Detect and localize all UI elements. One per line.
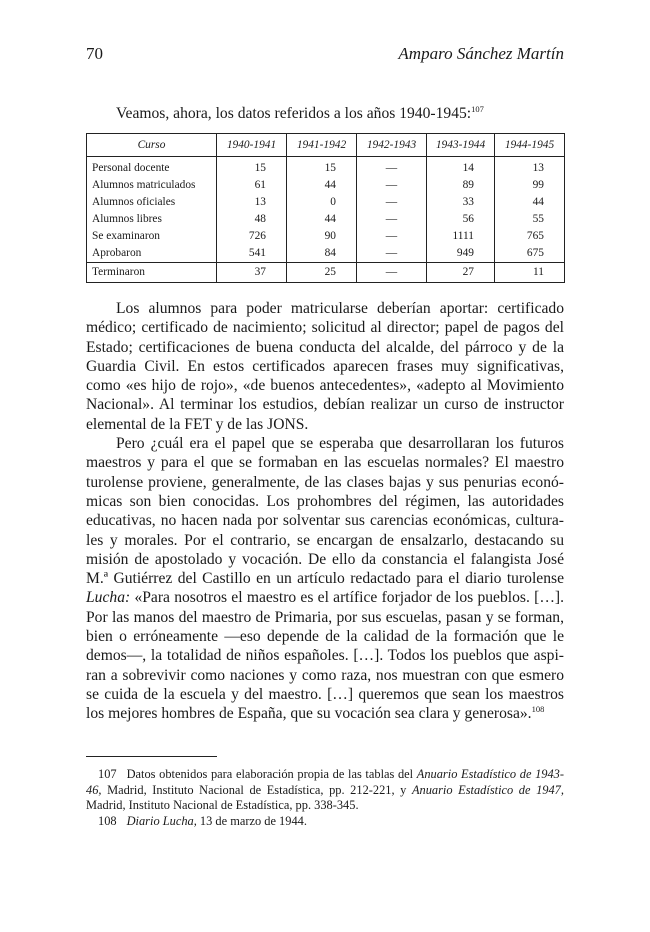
row-label: Aprobaron: [87, 245, 217, 263]
table-cell: 541: [217, 245, 287, 263]
table-cell: 44: [495, 194, 565, 211]
table-intro-sentence: [86, 105, 564, 123]
table-cell: 99: [495, 177, 565, 194]
table-cell: 1111: [427, 228, 495, 245]
footnote-separator: [86, 756, 217, 757]
table-cell: 55: [495, 211, 565, 228]
source-title: Anuario Estadístico de 1947,: [411, 782, 564, 797]
table-cell: —: [357, 157, 427, 178]
column-header-curso: Curso: [87, 134, 217, 157]
table-cell: —: [357, 177, 427, 194]
footnote-ref-107[interactable]: 107: [471, 104, 484, 114]
footnote-108: [86, 814, 564, 830]
table-cell: 765: [495, 228, 565, 245]
table-cell: 13: [495, 157, 565, 178]
column-header-1943-1944: 1943-1944: [427, 134, 495, 157]
paragraph-2-part-a: Pero ¿cuál era el papel que se esperaba que desarrollaran los futuros maestros y para el que se formaban en las escuelas normales? El maestro turolense proviene, generalmente, de las clases bajas y sus penurias económicas son bien conocidas. Los prohombres del régimen, las autoridades educativas, no hacen nada por solventar sus carencias económicas, culturales y morales. Por el contrario, se encargan de ensalzarlo, destacando su misión de apostolado y vocación. De ello da constancia el falangista José M.ª Gutiérrez del Castillo en un artículo redactado para el diario turolense: [86, 435, 564, 588]
table-cell: 675: [495, 245, 565, 263]
column-header-1941-1942: 1941-1942: [287, 134, 357, 157]
footnotes: [86, 767, 564, 829]
footnote-107: [86, 767, 564, 814]
newspaper-title-lucha: Lucha:: [86, 589, 131, 607]
footnote-number: 108: [98, 813, 117, 828]
table-cell: 44: [287, 211, 357, 228]
table-row: [87, 211, 565, 228]
table-row: [87, 263, 565, 283]
table-cell: 48: [217, 211, 287, 228]
table-cell: 15: [287, 157, 357, 178]
table-cell: 11: [495, 263, 565, 283]
footnote-text: Datos obtenidos para elaboración propia de las tablas del: [126, 767, 414, 781]
table-cell: —: [357, 228, 427, 245]
table-cell: 726: [217, 228, 287, 245]
table-cell: 13: [217, 194, 287, 211]
table-cell: 0: [287, 194, 357, 211]
paragraph-1: Los alumnos para poder matricularse deberían aportar: certificado médico; certificado de nacimiento; solicitud al director; papel de pagos del Estado; certificaciones de buena conducta del alcalde, del párroco y de la Guardia Civil. En estos certificados aparecen frases muy significativas, como «es hijo de rojo», «de buenos antecedentes», «adepto al Movimiento Nacional». Al terminar los estudios, debían realizar un curso de instructor elemental de la FET y de las JONS.: [86, 300, 564, 433]
table-cell: 27: [427, 263, 495, 283]
table-cell: 949: [427, 245, 495, 263]
table-cell: 37: [217, 263, 287, 283]
table-cell: 84: [287, 245, 357, 263]
running-header: [86, 44, 564, 68]
statistics-table: [86, 133, 565, 283]
table-cell: —: [357, 194, 427, 211]
column-header-1940-1941: 1940-1941: [217, 134, 287, 157]
footnote-text: Madrid, Instituto Nacional de Estadística, pp. 338-345.: [86, 798, 359, 813]
table-cell: 56: [427, 211, 495, 228]
row-label: Alumnos matriculados: [87, 177, 217, 194]
table-cell: 61: [217, 177, 287, 194]
main-text: [86, 299, 564, 724]
table-row: [87, 245, 565, 263]
table-row: [87, 194, 565, 211]
table-cell: —: [357, 263, 427, 283]
table-cell: 33: [427, 194, 495, 211]
row-label: Se examinaron: [87, 228, 217, 245]
column-header-1942-1943: 1942-1943: [357, 134, 427, 157]
page-number: 70: [86, 44, 103, 63]
footnote-text: 13 de marzo de 1944.: [199, 813, 307, 828]
table-cell: 90: [287, 228, 357, 245]
table-cell: 14: [427, 157, 495, 178]
footnote-number: 107: [98, 767, 117, 781]
footnote-text: Madrid, Instituto Nacional de Estadística, pp. 212-221, y: [107, 782, 407, 797]
paragraph-2: [86, 434, 564, 723]
table-cell: 15: [217, 157, 287, 178]
table-cell: —: [357, 211, 427, 228]
intro-text: Veamos, ahora, los datos referidos a los años 1940-1945:: [116, 105, 472, 122]
row-label: Alumnos libres: [87, 211, 217, 228]
table-row: [87, 228, 565, 245]
source-title: Diario Lucha,: [126, 813, 197, 828]
table-row: [87, 157, 565, 178]
source-title: Anuario Estadístico de 1943-46,: [86, 767, 565, 797]
running-head-author: Amparo Sánchez Martín: [398, 44, 564, 63]
table-cell: 89: [427, 177, 495, 194]
footnote-ref-108[interactable]: 108: [531, 704, 545, 715]
column-header-1944-1945: 1944-1945: [495, 134, 565, 157]
row-label: Alumnos oficiales: [87, 194, 217, 211]
table-header-row: [87, 134, 565, 157]
table-cell: —: [357, 245, 427, 263]
table-cell: 44: [287, 177, 357, 194]
table-cell: 25: [287, 263, 357, 283]
paragraph-2-quote: «Para nosotros el maestro es el artífice forjador de los pueblos. […]. Por las manos del maestro de Primaria, por sus escuelas, pasan y se forman, bien o erróneamente —eso depende de la calidad de la formación que le demos—, la totalidad de niños españoles. […]. Todos los pueblos que aspiran a sobrevivir como naciones y como raza, nos muestran con que esmero se cuida de la escuela y del maestro. […] queremos que sean los maestros los mejores hombres de España, que su vocación sea clara y generosa».: [86, 589, 565, 723]
table-row: [87, 177, 565, 194]
row-label: Terminaron: [87, 263, 217, 283]
row-label: Personal docente: [87, 157, 217, 178]
